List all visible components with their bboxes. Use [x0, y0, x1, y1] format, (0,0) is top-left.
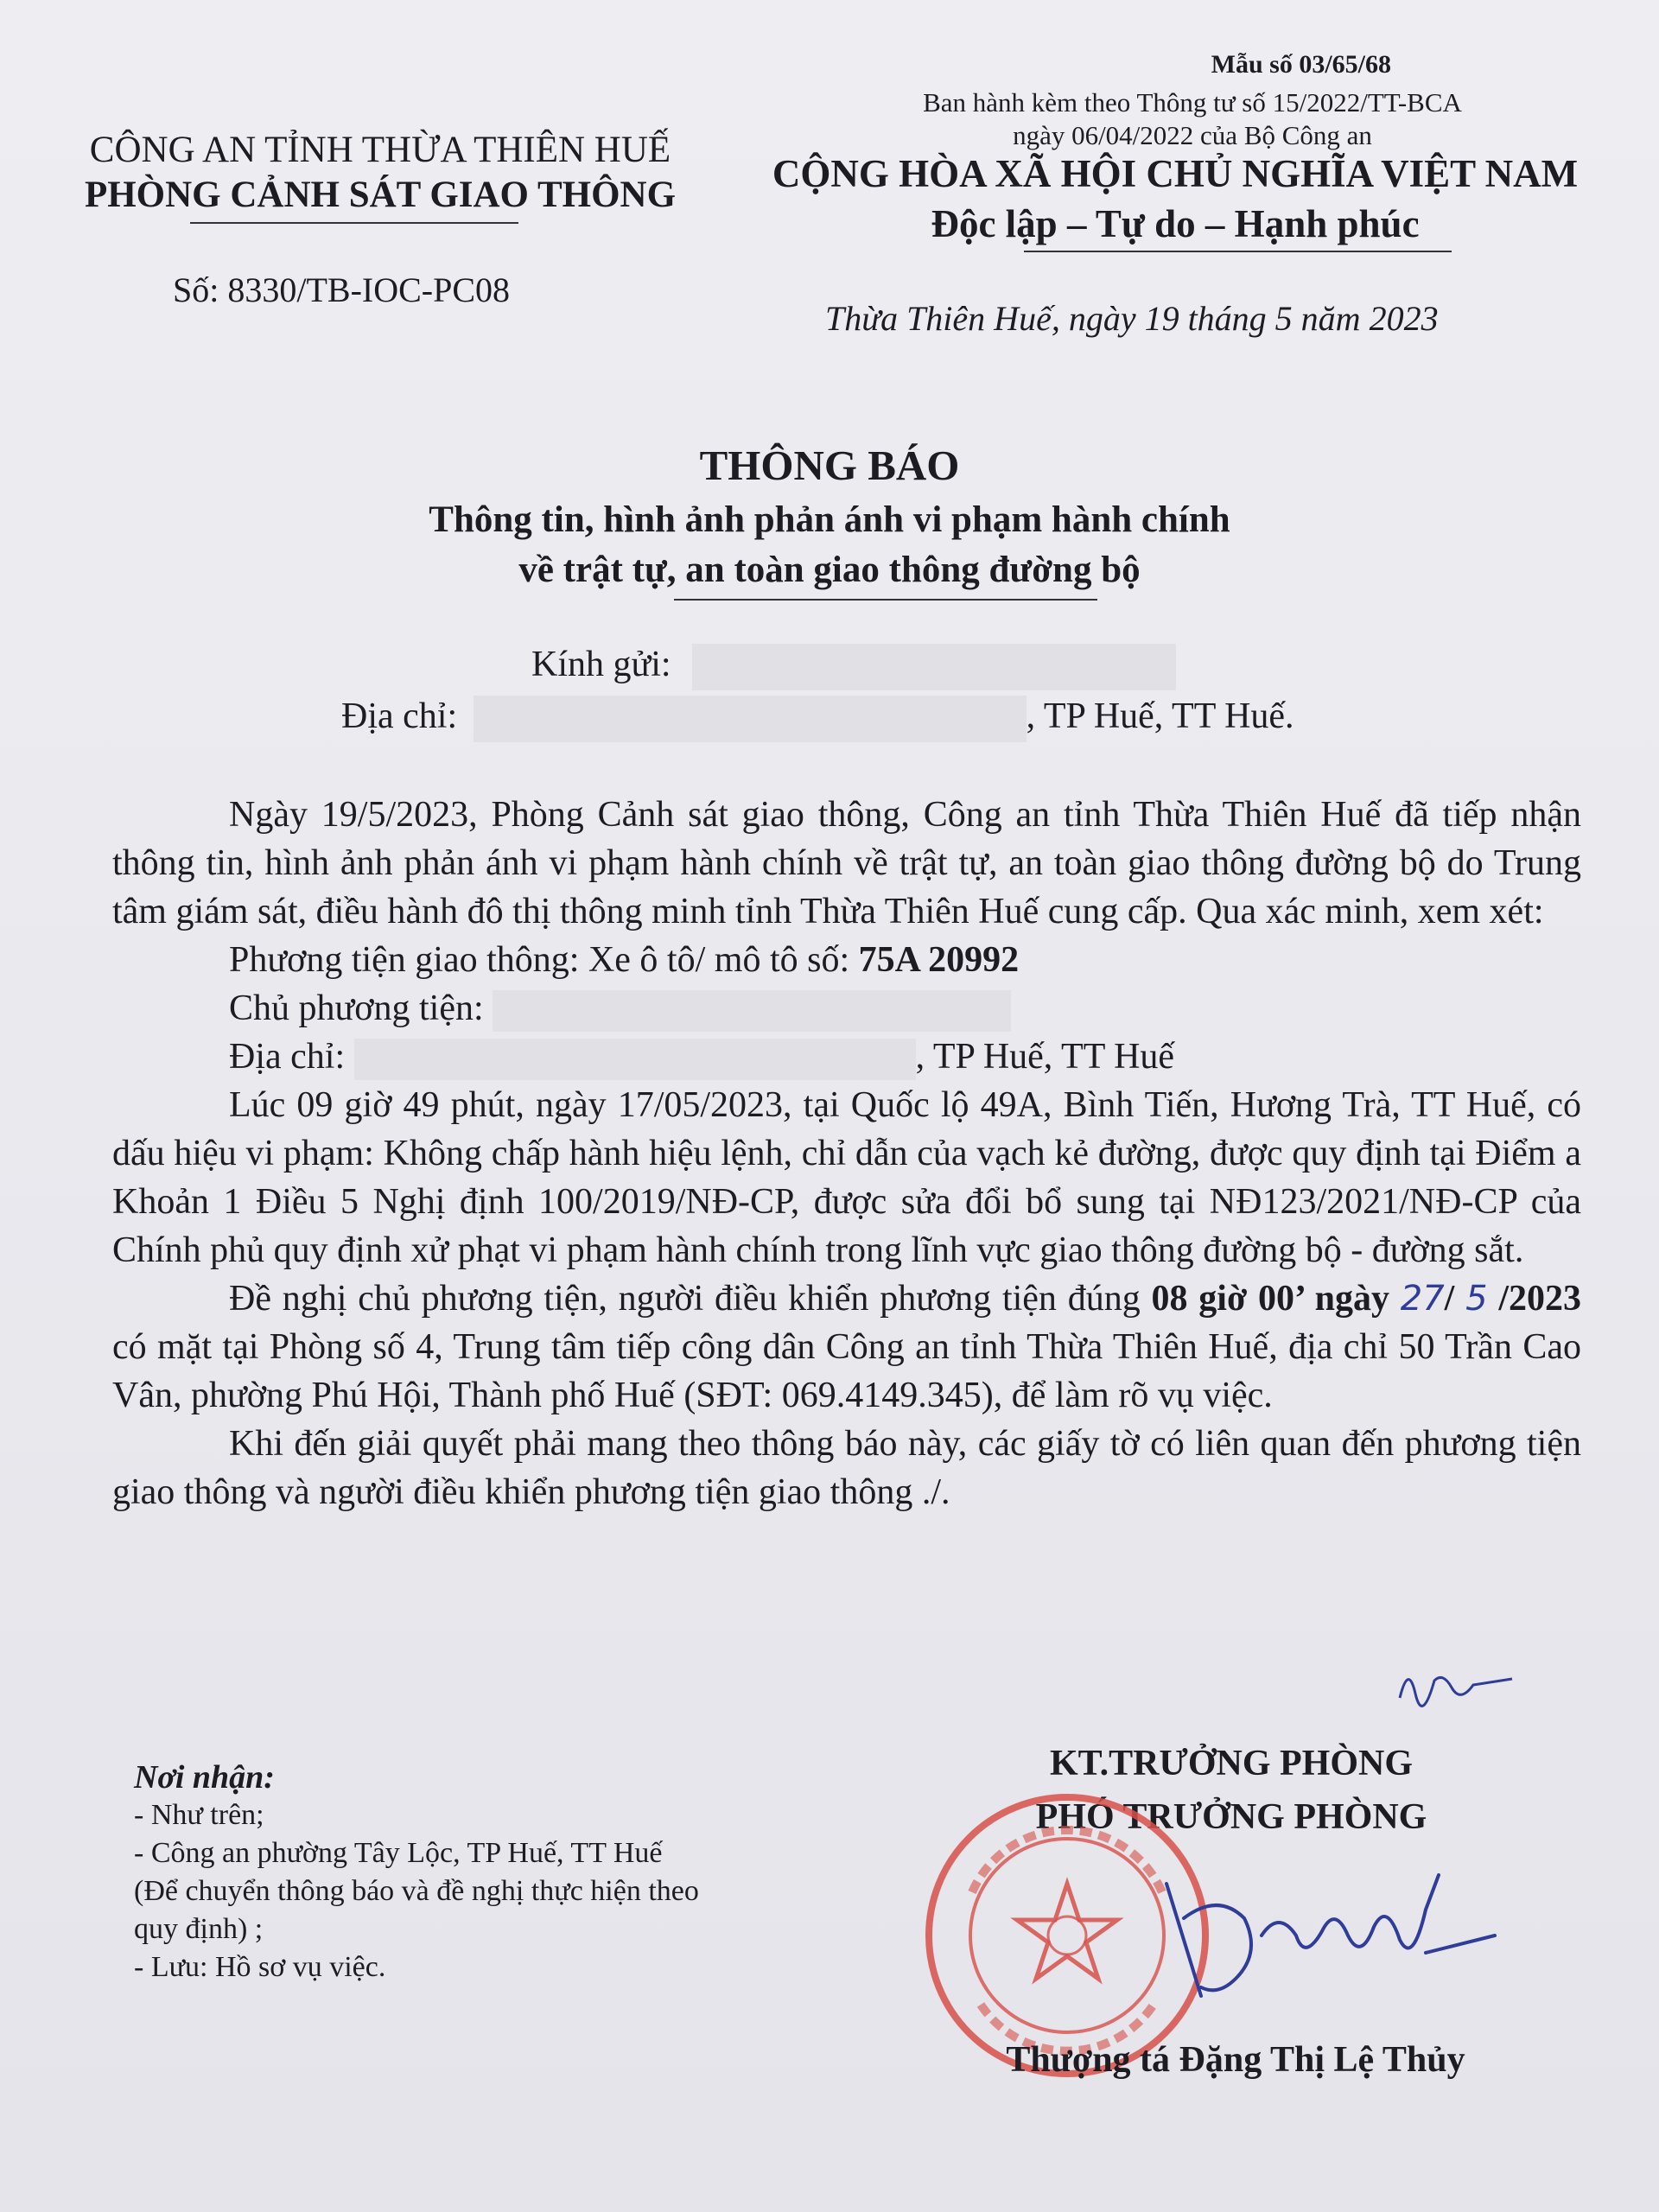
p3-day-handwritten: 27 — [1400, 1279, 1445, 1319]
address-line — [341, 696, 1294, 742]
body-text — [112, 791, 1581, 1516]
vehicle-line — [112, 936, 1581, 984]
recipient-redaction — [692, 644, 1176, 690]
agency-block — [35, 128, 726, 218]
paragraph-3 — [112, 1274, 1581, 1420]
initials-scribble — [1391, 1646, 1521, 1715]
owner-line — [112, 984, 1581, 1033]
signer-name: Thượng tá Đặng Thị Lệ Thủy — [1006, 2040, 1465, 2080]
recipients-item: - Công an phường Tây Lộc, TP Huế, TT Huế — [134, 1837, 663, 1869]
document-number: Số: 8330/TB-IOC-PC08 — [173, 270, 511, 309]
p3-time: 08 giờ 00’ ngày — [1151, 1279, 1389, 1319]
subtitle-underline — [674, 599, 1097, 601]
owner-label: Chủ phương tiện: — [229, 988, 484, 1028]
owner-redaction — [493, 990, 1011, 1032]
agency-name: PHÒNG CẢNH SÁT GIAO THÔNG — [84, 175, 677, 215]
form-number: Mẫu số 03/65/68 — [1211, 50, 1391, 79]
issued-with-line-1: Ban hành kèm theo Thông tư số 15/2022/TT-BCA — [923, 87, 1462, 118]
p3-year: /2023 — [1498, 1279, 1582, 1319]
agency-parent: CÔNG AN TỈNH THỪA THIÊN HUẾ — [89, 130, 671, 170]
vehicle-label: Phương tiện giao thông: Xe ô tô/ mô tô số: — [229, 940, 859, 980]
country-name: CỘNG HÒA XÃ HỘI CHỦ NGHĨA VIỆT NAM — [772, 152, 1579, 195]
agency-underline — [190, 222, 518, 224]
signer-role-1: KT.TRƯỞNG PHÒNG — [1050, 1744, 1413, 1783]
recipients-item: - Lưu: Hồ sơ vụ việc. — [134, 1951, 386, 1983]
country-block — [743, 149, 1607, 249]
signature — [1141, 1858, 1503, 2022]
address-label: Địa chỉ: — [341, 696, 458, 736]
paragraph-1: Ngày 19/5/2023, Phòng Cảnh sát giao thông, Công an tỉnh Thừa Thiên Huế đã tiếp nhận thông tin, hình ảnh phản ánh vi phạm hành chính về trật tự, an toàn giao thông đường bộ do Trung tâm giám sát, điều hành đô thị thông minh tỉnh Thừa Thiên Huế cung cấp. Qua xác minh, xem xét: — [112, 795, 1581, 931]
owner-address-line — [112, 1033, 1581, 1081]
subtitle-line-2: về trật tự, an toàn giao thông đường bộ — [518, 550, 1141, 590]
recipients-item: (Để chuyển thông báo và đề nghị thực hiện theo — [134, 1875, 699, 1907]
p3-text-a: Đề nghị chủ phương tiện, người điều khiển phương tiện đúng — [229, 1279, 1152, 1319]
document-title: THÔNG BÁO — [699, 442, 960, 489]
recipients-title: Nơi nhận: — [134, 1759, 275, 1796]
recipients-item: quy định) ; — [134, 1913, 264, 1945]
signer-role-2: PHÓ TRƯỞNG PHÒNG — [1035, 1797, 1427, 1837]
owner-address-visible: , TP Huế, TT Huế — [915, 1037, 1175, 1077]
vehicle-plate: 75A 20992 — [858, 940, 1020, 980]
issued-with — [804, 86, 1581, 152]
owner-address-label: Địa chỉ: — [229, 1037, 346, 1077]
recipients-item: - Như trên; — [134, 1799, 264, 1831]
owner-address-redaction — [354, 1039, 916, 1080]
subtitle-line-1: Thông tin, hình ảnh phản ánh vi phạm hành chính — [429, 499, 1230, 540]
paragraph-4: Khi đến giải quyết phải mang theo thông báo này, các giấy tờ có liên quan đến phương tiện giao thông và người điều khiển phương tiện giao thông ./. — [112, 1424, 1581, 1512]
motto-underline — [1024, 251, 1452, 252]
recipient-label: Kính gửi: — [531, 645, 671, 684]
p3-month-handwritten: 5 — [1465, 1279, 1488, 1319]
paragraph-2: Lúc 09 giờ 49 phút, ngày 17/05/2023, tại Quốc lộ 49A, Bình Tiến, Hương Trà, TT Huế, có dấu hiệu vi phạm: Không chấp hành hiệu lệnh, chỉ dẫn của vạch kẻ đường, được quy định tại Điểm a Khoản 1 Điều 5 Nghị định 100/2019/NĐ-CP, được sửa đổi bổ sung tại NĐ123/2021/NĐ-CP của Chính phủ quy định xử phạt vi phạm hành chính trong lĩnh vực giao thông đường bộ - đường sắt. — [112, 1085, 1581, 1270]
motto: Độc lập – Tự do – Hạnh phúc — [931, 202, 1420, 245]
address-visible: , TP Huế, TT Huế. — [1026, 696, 1294, 736]
recipient-line — [531, 644, 1176, 690]
document-subtitle — [0, 495, 1659, 595]
address-redaction — [474, 696, 1027, 742]
p3-sep: / — [1444, 1279, 1455, 1319]
place-date: Thừa Thiên Huế, ngày 19 tháng 5 năm 2023 — [825, 299, 1439, 338]
issued-with-line-2: ngày 06/04/2022 của Bộ Công an — [1013, 120, 1372, 150]
recipients-block — [134, 1758, 877, 1986]
p3-text-b: có mặt tại Phòng số 4, Trung tâm tiếp công dân Công an tỉnh Thừa Thiên Huế, địa chỉ 50 Trần Cao Vân, phường Phú Hội, Thành phố Huế (SĐT: 069.4149.345), để làm rõ vụ việc. — [112, 1327, 1581, 1415]
